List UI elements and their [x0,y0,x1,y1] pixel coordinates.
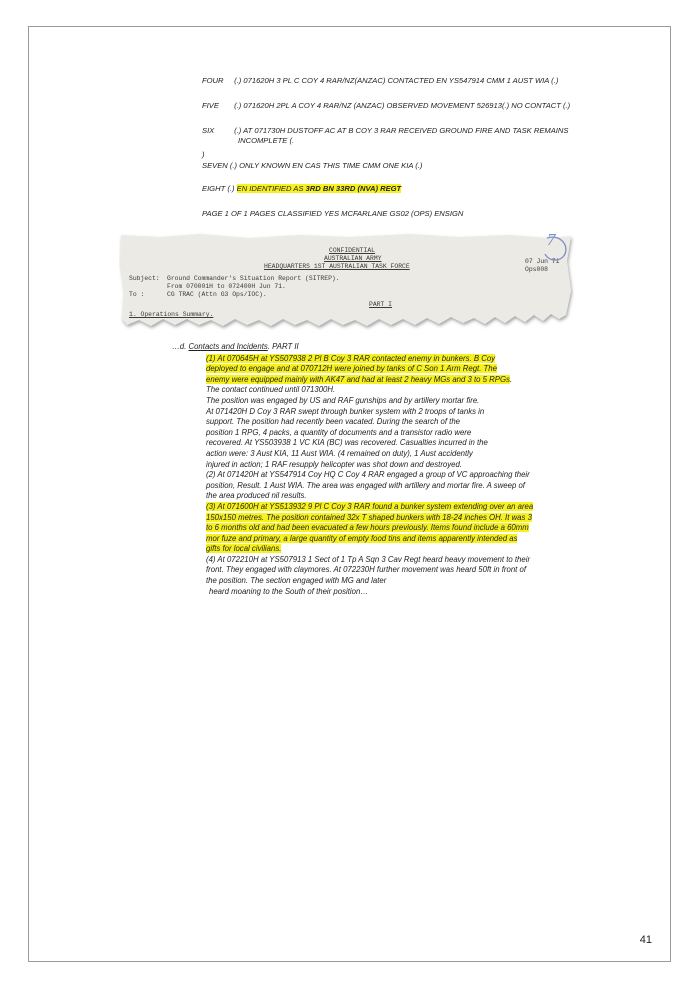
signal-line-six [202,126,568,136]
incident-1-line: position 1 RPG, 4 packs, a quantity of documents and a transistor radio were [206,427,472,437]
signal-item-five-text: (.) 071620H 2PL A COY 4 RAR/NZ (ANZAC) OBSERVED MOVEMENT 526913(.) NO CONTACT (.) [234,101,571,110]
contacts-incidents-body [172,342,658,597]
signal-item-four-text: (.) 071620H 3 PL C COY 4 RAR/NZ(ANZAC) CONTACTED EN YS547914 CMM 1 AUST WIA (.) [234,76,559,85]
incident-1 [172,354,658,598]
signal-item-six-text-a: (.) AT 071730H DUSTOFF AC AT B COY 3 RAR RECEIVED GROUND FIRE AND TASK REMAINS [234,126,569,135]
section-heading [172,342,658,353]
signal-page-line: PAGE 1 OF 1 PAGES CLASSIFIED YES MCFARLANE GS02 (OPS) ENSIGN [202,209,464,218]
signal-line-seven: SEVEN (.) ONLY KNOWN EN CAS THIS TIME CMM ONE KIA (.) [202,161,423,170]
incident-4-line: front. They engaged with claymores. At 072230H further movement was heard 50ft in front of [206,565,526,575]
incident-3-hl-line: (3) At 071600H at YS513932 9 Pl C Coy 3 RAR found a bunker system extending over an area [206,501,534,511]
heading-title: Contacts and Incidents [188,342,268,351]
signal-item-six-text-b: INCOMPLETE (. [238,136,295,145]
incident-1-hl-tail: . [509,374,513,384]
scan-section: 1. Operations Summary. [129,311,214,318]
signal-line-five [202,101,570,111]
signal-item-six-label: SIX [202,126,215,135]
scan-handwritten-mark: 7 [547,230,556,249]
signal-line-eight [202,184,401,194]
scan-date: 07 Jun 71 [525,258,560,265]
incident-1-hl-line: deployed to engage and at 070712H were joined by tanks of C Son 1 Arm Regt. The [206,364,497,374]
scan-subject: Ground Commander's Situation Report (SITREP). [167,275,340,282]
incident-1-hl-line: enemy were equipped mainly with AK47 and had at least 2 heavy MGs and 3 to 5 RPGs [206,374,510,384]
scan-classification: CONFIDENTIAL [329,247,376,254]
incident-3-hl-line: mor fuze and primary, a large quantity of empty food tins and items apparently intended as [206,533,518,543]
signal-line-four [202,76,558,86]
scan-ref: Ops008 [525,266,549,273]
signal-item-eight-label: EIGHT [202,184,226,193]
scan-to: CG TRAC (Attn G3 Ops/IOC). [167,291,267,298]
page-number: 41 [639,934,652,946]
incident-1-line: action were: 3 Aust KIA, 11 Aust WIA. (4 remained on duty), 1 Aust accidently [206,448,473,458]
incident-1-line: recovered. At YS503938 1 VC KIA (BC) was recovered. Casualties incurred in the [206,438,488,448]
incident-1-line: The position was engaged by US and RAF gunships and by artillery mortar fire. [206,395,480,405]
scan-part: PART I [369,301,393,308]
scan-org-1: AUSTRALIAN ARMY [324,255,382,262]
incident-4-line: (4) At 072210H at YS507913 1 Sect of 1 Tp A Sqn 3 Cav Regt heard heavy movement to their [206,554,531,564]
signal-item-six-close: ) [202,150,205,159]
heading-lead: …d. [172,342,189,351]
incident-1-line: injured in action; 1 RAF resupply helicopter was shot down and destroyed. [206,459,462,469]
incident-4-line: the position. The section engaged with MG and later [206,576,387,586]
scan-org-2: HEADQUARTERS 1ST AUSTRALIAN TASK FORCE [264,263,410,270]
incident-3-hl-line: 150x150 metres. The position contained 32x T shaped bunkers with 18-24 inches OH. It was 3 [206,512,532,522]
incident-1-hl-line: (1) At 070645H at YS507938 2 Pl B Coy 3 RAR contacted enemy in bunkers. B Coy [206,353,496,363]
incident-2-line: position, Result. 1 Aust WIA. The area was engaged with artillery and mortar fire. A sweep of [206,480,525,490]
heading-tail: . PART II [267,342,299,351]
incident-3-hl-line: to 6 months old and had been evacuated a few hours previously. Items found include a 60mm [206,523,529,533]
handwritten-circle-icon [539,230,569,264]
incident-4-line: heard moaning to the South of their position… [209,586,369,596]
signal-item-four-label: FOUR [202,76,224,85]
incident-1-line: support. The position had recently been vacated. During the search of the [206,417,460,427]
signal-item-eight-unit: 3RD BN 33RD (NVA) REGT [305,184,402,193]
incident-1-line: At 071420H D Coy 3 RAR swept through bunker system with 2 troops of tanks in [206,406,485,416]
incident-1-line: The contact continued until 071300H. [206,385,336,395]
scan-subject-label: Subject: [129,275,160,282]
signal-item-eight-highlight: EN IDENTIFIED AS [236,184,306,193]
scan-period: From 070001H to 072400H Jun 71. [167,283,286,290]
incident-3-hl-line: gifts for local civilians. [206,544,282,554]
scanned-document-fragment [119,231,574,331]
incident-2-line: (2) At 071420H at YS547914 Coy HQ C Coy 4 RAR engaged a group of VC approaching their [206,470,530,480]
scan-to-label: To : [129,291,145,298]
signal-item-eight-pre: (.) [227,184,237,193]
signal-item-five-label: FIVE [202,101,219,110]
incident-2-line: the area produced nil results. [206,491,307,501]
